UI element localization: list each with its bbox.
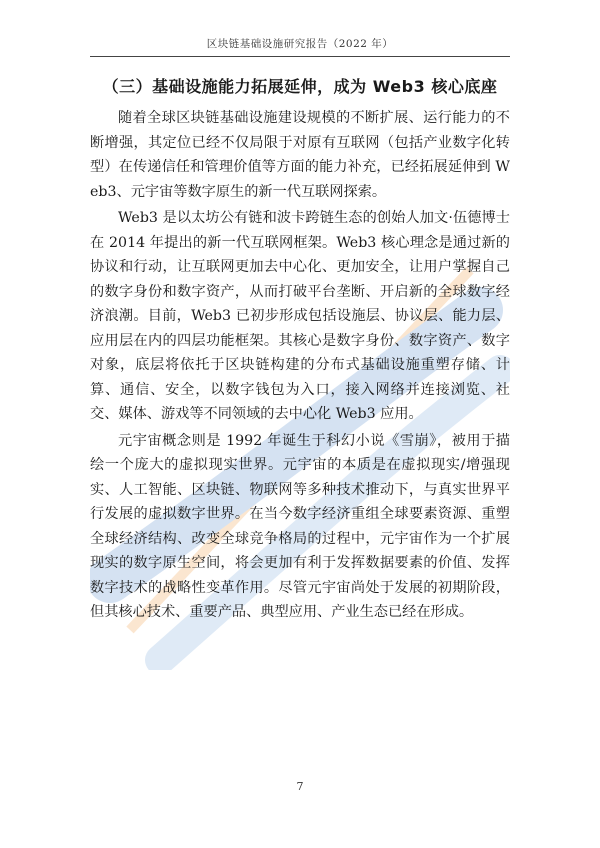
body-text — [90, 106, 510, 625]
running-header: 区块链基础设施研究报告（2022 年） — [206, 38, 394, 50]
header-divider — [90, 56, 510, 57]
paragraph-web3-definition: Web3 是以太坊公有链和波卡跨链生态的创始人加文·伍德博士在 2014 年提出的新一代互联网框架。Web3 核心理念是通过新的协议和行动，让互联网更加去中心化、更加安全，让用户掌握自己的数字身份和数字资产，从而打破平台垄断、开启新的全球数字经济浪潮。目前，Web3 已初步形成包括设施层、协议层、能力层、应用层在内的四层功能框架。其核心是数字身份、数字资产、数字对象，底层将依托于区块链构建的分布式基础设施重塑存储、计算、通信、安全，以数字钱包为入口，接入网络并连接浏览、社交、媒体、游戏等不同领域的去中心化 Web3 应用。 — [90, 210, 510, 422]
page-number: 7 — [296, 780, 304, 793]
section-title: （三）基础设施能力拓展延伸，成为 Web3 核心底座 — [102, 77, 498, 96]
paragraph-web3-positioning: 随着全球区块链基础设施建设规模的不断扩展、运行能力的不断增强，其定位已经不仅局限于对原有互联网（包括产业数字化转型）在传递信任和管理价值等方面的能力补充，已经拓展延伸到 Web3、元宇宙等数字原生的新一代互联网探索。 — [90, 110, 510, 200]
paragraph-metaverse: 元宇宙概念则是 1992 年诞生于科幻小说《雪崩》，被用于描绘一个庞大的虚拟现实世界。元宇宙的本质是在虚拟现实/增强现实、人工智能、区块链、物联网等多种技术推动下，与真实世界平行发展的虚拟数字世界。在当今数字经济重组全球要素资源、重塑全球经济结构、改变全球竞争格局的过程中，元宇宙作为一个扩展现实的数字原生空间，将会更加有利于发挥数据要素的价值、发挥数字技术的战略性变革作用。尽管元宇宙尚处于发展的初期阶段，但其核心技术、重要产品、典型应用、产业生态已经在形成。 — [90, 432, 510, 620]
